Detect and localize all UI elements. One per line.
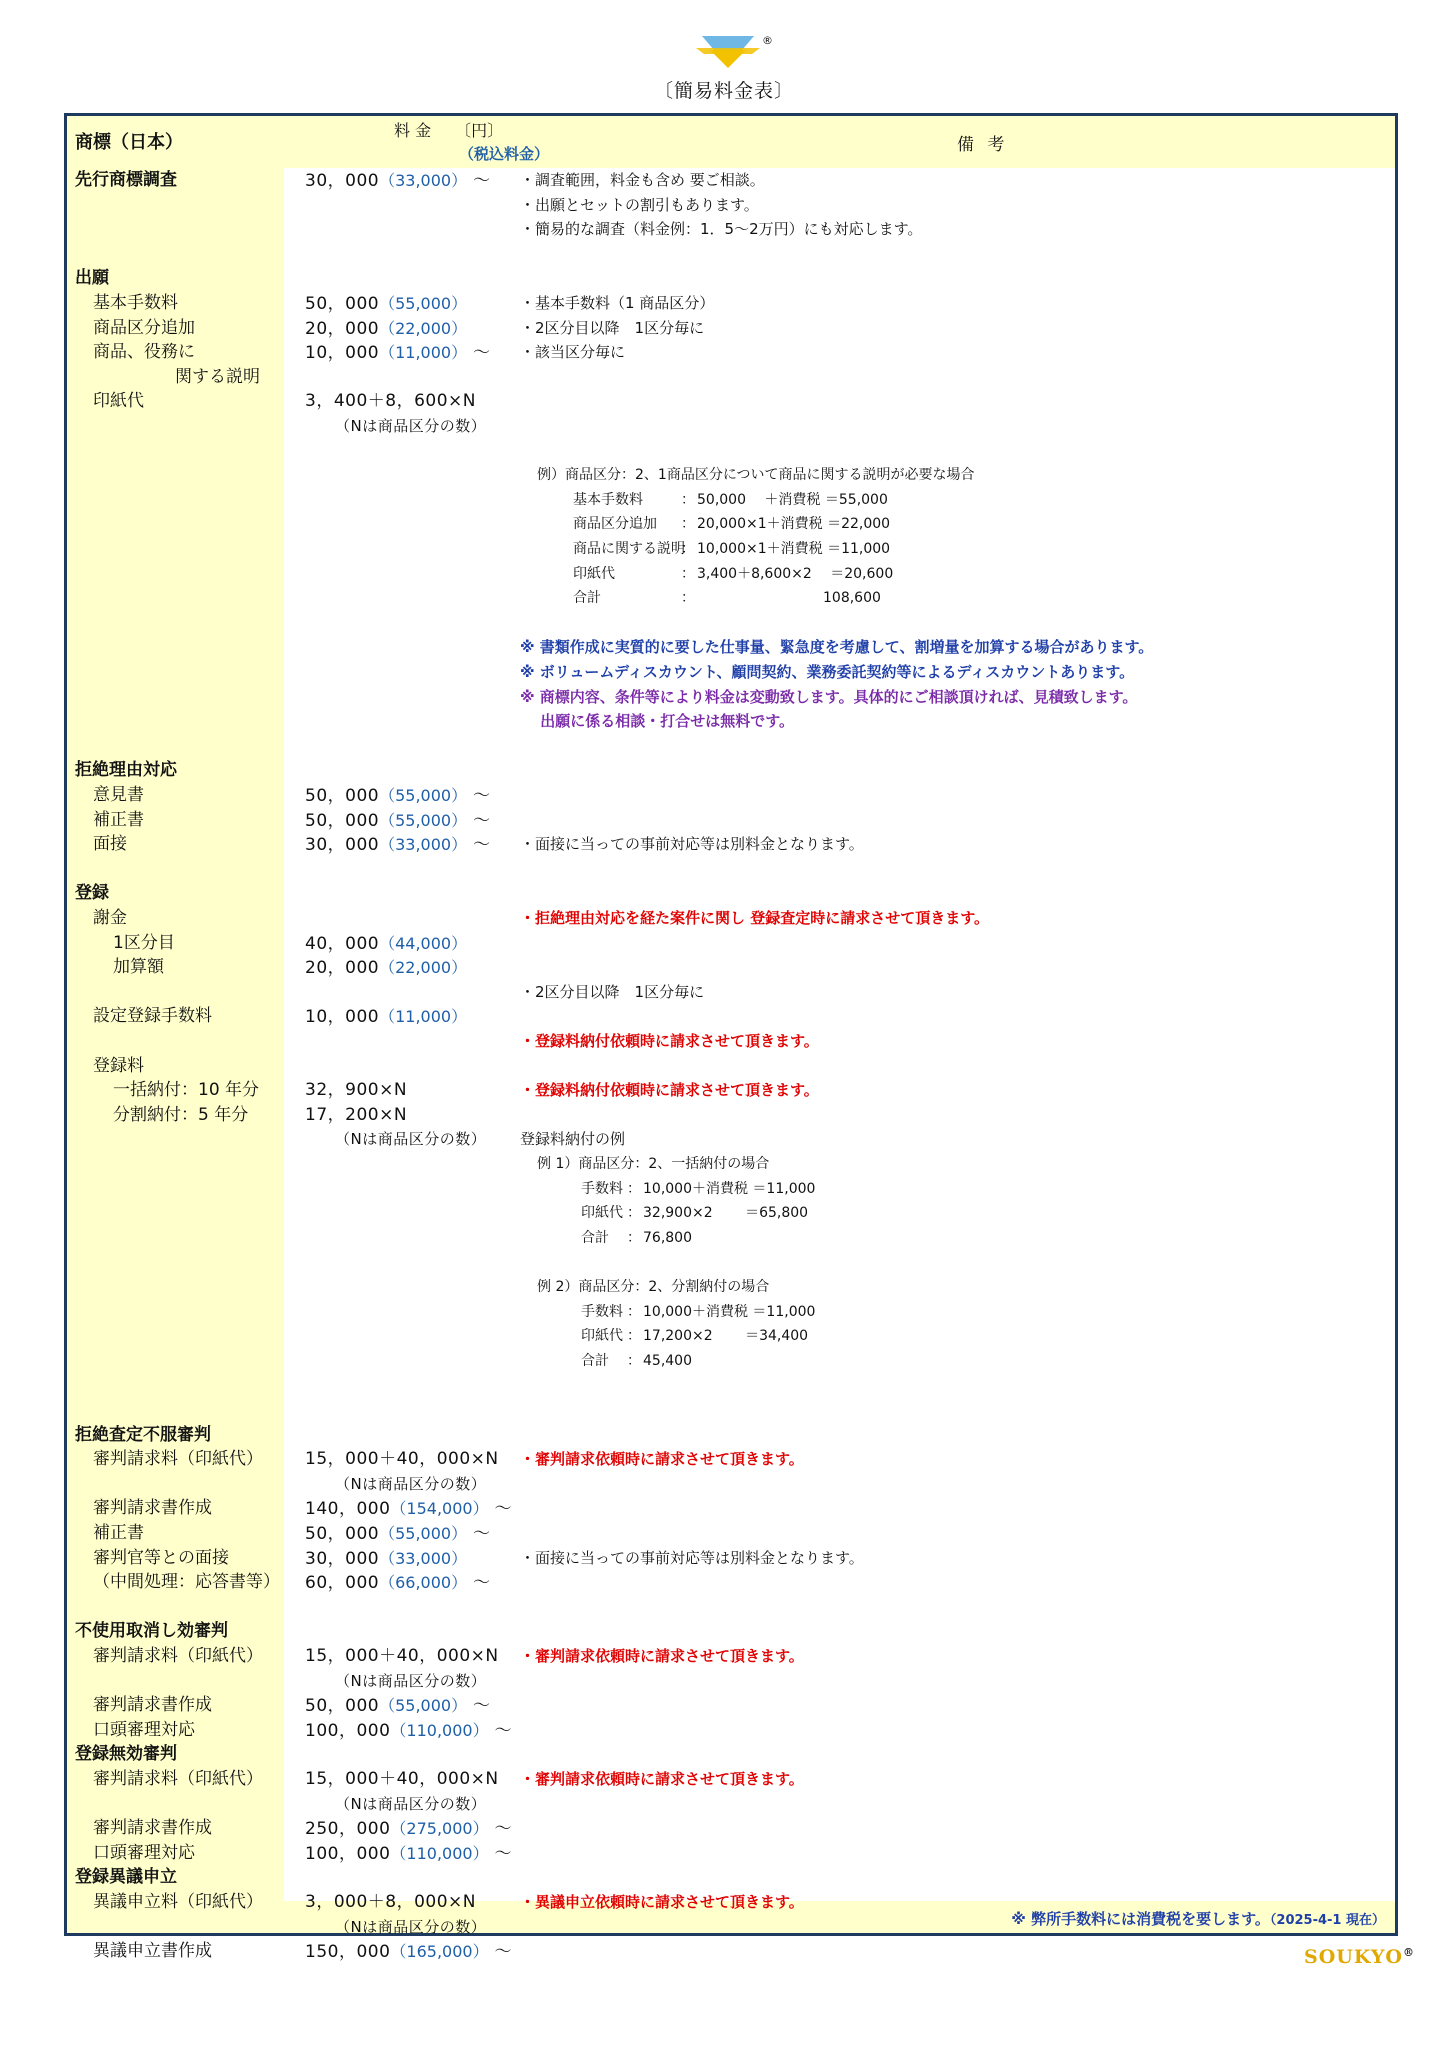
table-header	[67, 116, 1395, 168]
price-cell	[305, 1890, 476, 1915]
item-label: 設定登録手数料	[93, 1006, 212, 1027]
table-row	[67, 1472, 1395, 1497]
price-cell	[335, 414, 486, 439]
price-value: 30，000	[305, 1548, 380, 1569]
example-colon: ：	[627, 1229, 641, 1246]
price-value: 3，400＋8，600×N	[305, 391, 476, 412]
price-value: 60，000	[305, 1573, 380, 1594]
table-row	[67, 1152, 1395, 1177]
note-text: ・基本手数料（1 商品区分）	[520, 294, 715, 312]
table-row	[67, 1054, 1395, 1079]
price-value: （Nは商品区分の数）	[335, 1917, 487, 1936]
example-value: 76,800	[643, 1229, 692, 1246]
table-row	[67, 242, 1395, 267]
item-label: 審判請求料（印紙代）	[93, 1449, 263, 1470]
item-label: 審判官等との面接	[93, 1547, 229, 1568]
note-text: ・登録料納付依頼時に請求させて頂きます。	[520, 1081, 819, 1100]
section-heading: 登録無効審判	[75, 1744, 177, 1765]
example-colon: ：	[681, 565, 695, 582]
table-row	[67, 1398, 1395, 1423]
header-price-label: 料 金 〔円〕	[394, 121, 504, 140]
price-from-mark: ～	[467, 1573, 491, 1594]
price-cell	[305, 389, 476, 414]
example-item: 手数料	[581, 1303, 623, 1320]
example-item: 印紙代	[581, 1205, 623, 1222]
tax-included-price: （66,000）	[379, 1573, 468, 1593]
price-from-mark: ～	[488, 1942, 512, 1963]
price-cell	[305, 955, 467, 981]
table-row	[67, 709, 1395, 734]
table-row	[67, 1226, 1395, 1251]
table-row	[67, 1349, 1395, 1374]
table-row	[67, 1841, 1395, 1866]
price-cell	[305, 808, 491, 834]
example-item: 商品に関する説明	[573, 541, 685, 557]
price-from-mark: ～	[467, 171, 491, 191]
section-heading: 出願	[75, 268, 109, 289]
price-cell	[335, 1915, 486, 1940]
note-text: ※ 書類作成に実質的に要した仕事量、緊急度を考慮して、割増量を加算する場合があります。	[520, 638, 1154, 657]
table-row	[67, 1644, 1395, 1669]
registered-mark-icon: ®	[762, 34, 773, 47]
table-row	[67, 808, 1395, 833]
note-text: ・調査範囲，料金も含め 要ご相談。	[520, 171, 765, 189]
table-row	[67, 832, 1395, 857]
section-heading: 不使用取消し効審判	[75, 1621, 228, 1642]
price-value: 10，000	[305, 343, 380, 364]
price-cell	[305, 1496, 512, 1522]
example-value: 50,000 ＋消費税 ＝55,000	[697, 491, 888, 508]
price-cell	[305, 931, 467, 957]
price-value: 17，200×N	[305, 1104, 408, 1125]
example-item: 合計	[581, 1352, 609, 1369]
header-title: 商標（日本）	[75, 132, 183, 153]
item-label: 異議申立料（印紙代）	[93, 1892, 263, 1912]
example-value: 32,900×2 ＝65,800	[643, 1205, 809, 1222]
price-value: 150，000	[305, 1942, 391, 1963]
table-row	[67, 439, 1395, 464]
table-row	[67, 1423, 1395, 1448]
table-row	[67, 1767, 1395, 1792]
table-row	[67, 931, 1395, 956]
example-item: 合計	[573, 590, 601, 607]
example-title: 例 2）商品区分：2、分割納付の場合	[537, 1279, 770, 1295]
example-value: 108,600	[697, 590, 881, 607]
price-cell	[305, 1939, 512, 1965]
table-row	[67, 1127, 1395, 1152]
note-text: ・面接に当っての事前対応等は別料金となります。	[520, 835, 864, 854]
table-row	[67, 1619, 1395, 1644]
price-value: 40，000	[305, 933, 380, 954]
table-row	[67, 537, 1395, 562]
item-label: 謝金	[93, 908, 127, 928]
example-colon: ：	[627, 1352, 641, 1369]
note-text: ※ 商標内容、条件等により料金は変動致します。具体的にご相談頂ければ、見積致します。	[520, 687, 1138, 706]
table-row	[67, 783, 1395, 808]
table-row	[67, 562, 1395, 587]
tax-included-price: （110,000）	[390, 1720, 489, 1740]
table-row	[67, 980, 1395, 1005]
table-row	[67, 660, 1395, 685]
note-text: ・2区分目以降 1区分毎に	[520, 318, 705, 337]
note-text: ※ ボリュームディスカウント、顧問契約、業務委託契約等によるディスカウントあります。	[520, 663, 1135, 681]
price-cell	[305, 1841, 512, 1867]
item-label: 分割納付：5 年分	[113, 1104, 249, 1125]
table-row	[67, 1669, 1395, 1694]
example-item: 商品区分追加	[573, 516, 657, 533]
table-row	[67, 734, 1395, 759]
brand-name: SOUKYO	[1304, 1946, 1403, 1968]
note-text: ・拒絶理由対応を経た案件に関し 登録査定時に請求させて頂きます。	[520, 909, 990, 927]
price-cell	[305, 1546, 467, 1572]
example-value: 3,400＋8,600×2 ＝20,600	[697, 565, 894, 582]
price-cell	[335, 1669, 486, 1694]
example-value: 45,400	[643, 1352, 692, 1369]
price-from-mark: ～	[467, 810, 491, 831]
table-row	[67, 1373, 1395, 1398]
table-row	[67, 635, 1395, 660]
section-heading: 登録	[75, 883, 109, 904]
registered-mark-icon: ®	[1402, 1946, 1415, 1959]
note-text: ・出願とセットの割引もあります。	[520, 195, 759, 214]
price-cell	[305, 1521, 491, 1547]
table-row	[67, 586, 1395, 611]
price-value: （Nは商品区分の数）	[335, 1671, 487, 1690]
price-cell	[305, 1447, 499, 1472]
item-label: 商品、役務に	[93, 342, 195, 363]
price-cell	[305, 832, 491, 858]
item-label: 審判請求書作成	[93, 1818, 212, 1839]
item-label: 印紙代	[93, 391, 144, 412]
price-from-mark: ～	[467, 1696, 491, 1717]
table-row	[67, 316, 1395, 341]
item-label: 補正書	[93, 809, 144, 830]
price-value: 32，900×N	[305, 1080, 408, 1101]
section-heading: 先行商標調査	[75, 170, 177, 190]
price-cell	[305, 783, 491, 809]
table-row	[67, 1546, 1395, 1571]
price-cell	[305, 340, 491, 366]
footer-date: （2025-4-1 現在）	[1269, 1913, 1385, 1928]
tax-included-price: （33,000）	[379, 835, 468, 855]
item-label: 商品区分追加	[93, 317, 195, 338]
header-tax-label: （税込料金）	[459, 145, 550, 163]
section-heading: 登録異議申立	[75, 1867, 177, 1888]
table-row	[67, 291, 1395, 316]
price-cell	[305, 1644, 499, 1669]
price-value: 15，000＋40，000×N	[305, 1449, 499, 1470]
price-from-mark: ～	[467, 343, 491, 364]
example-colon: ：	[681, 491, 695, 508]
table-row	[67, 1718, 1395, 1743]
table-row	[67, 1250, 1395, 1275]
price-cell	[305, 1718, 512, 1744]
item-label: 異議申立書作成	[93, 1941, 212, 1962]
note-text: ・登録料納付依頼時に請求させて頂きます。	[520, 1032, 819, 1050]
item-label: 面接	[93, 834, 127, 855]
price-cell	[305, 1103, 407, 1128]
brand-wordmark	[1304, 1946, 1415, 1968]
item-label: 1区分目	[113, 932, 175, 953]
example-colon: ：	[627, 1180, 641, 1197]
table-row	[67, 1177, 1395, 1202]
price-cell	[305, 1767, 499, 1792]
footer-note	[1011, 1908, 1385, 1929]
item-label: 審判請求料（印紙代）	[93, 1769, 263, 1789]
price-cell	[305, 1570, 491, 1596]
note-text: 出願に係る相談・打合せは無料です。	[520, 712, 795, 731]
price-from-mark: ～	[467, 786, 491, 806]
price-value: 50，000	[305, 786, 380, 806]
price-value: 30，000	[305, 171, 380, 191]
example-colon: ：	[681, 516, 695, 533]
note-text: ・審判請求依頼時に請求させて頂きます。	[520, 1647, 804, 1665]
example-title: 例 1）商品区分：2、一括納付の場合	[537, 1156, 770, 1172]
table-row	[67, 414, 1395, 439]
table-row	[67, 1939, 1395, 1964]
table-row	[67, 1004, 1395, 1029]
tax-included-price: （22,000）	[379, 958, 468, 978]
price-value: 100，000	[305, 1720, 391, 1741]
tax-included-price: （110,000）	[390, 1843, 489, 1863]
item-label: （中間処理：応答書等）	[93, 1572, 280, 1593]
note-text: ・異議申立依頼時に請求させて頂きます。	[520, 1893, 804, 1911]
item-label: 加算額	[113, 957, 164, 978]
price-value: 50，000	[305, 810, 380, 831]
example-item: 印紙代	[581, 1328, 623, 1345]
price-value: （Nは商品区分の数）	[335, 1794, 487, 1813]
table-row	[67, 1029, 1395, 1054]
note-text: ・面接に当っての事前対応等は別料金となります。	[520, 1548, 864, 1567]
table-row	[67, 1078, 1395, 1103]
example-colon: ：	[627, 1303, 641, 1320]
example-value: 10,000×1＋消費税 ＝11,000	[697, 541, 891, 557]
table-row	[67, 1816, 1395, 1841]
table-row	[67, 389, 1395, 414]
tax-included-price: （22,000）	[379, 318, 468, 338]
table-row	[67, 266, 1395, 291]
example-colon: ：	[681, 590, 695, 607]
price-cell	[305, 1004, 467, 1030]
example-item: 合計	[581, 1229, 609, 1246]
table-row	[67, 906, 1395, 931]
table-row	[67, 1324, 1395, 1349]
table-row	[67, 463, 1395, 488]
table-row	[67, 881, 1395, 906]
table-row	[67, 1201, 1395, 1226]
price-value: 50，000	[305, 1696, 380, 1717]
table-row	[67, 1865, 1395, 1890]
price-value: 30，000	[305, 835, 380, 856]
note-text: 登録料納付の例	[520, 1130, 626, 1149]
tax-included-price: （55,000）	[379, 1696, 468, 1716]
tax-included-price: （165,000）	[390, 1942, 489, 1962]
tax-included-price: （55,000）	[379, 810, 468, 830]
price-value: 250，000	[305, 1819, 391, 1840]
price-value: 50，000	[305, 1524, 380, 1544]
table-row	[67, 488, 1395, 513]
tax-included-price: （55,000）	[379, 294, 468, 313]
table-row	[67, 611, 1395, 636]
note-text: ・簡易的な調査（料金例：1．5～2万円）にも対応します。	[520, 220, 923, 239]
note-text: ・審判請求依頼時に請求させて頂きます。	[520, 1450, 804, 1469]
example-colon: ：	[627, 1328, 641, 1345]
item-label: 審判請求書作成	[93, 1498, 212, 1519]
item-label: 意見書	[93, 785, 144, 805]
table-row	[67, 1693, 1395, 1718]
table-row	[67, 955, 1395, 980]
item-label: 審判請求料（印紙代）	[93, 1646, 263, 1666]
table-row	[67, 1595, 1395, 1620]
item-label: 登録料	[93, 1055, 144, 1076]
price-from-mark: ～	[467, 1524, 491, 1544]
price-cell	[305, 316, 467, 342]
tax-included-price: （11,000）	[379, 1007, 468, 1027]
price-value: 100，000	[305, 1843, 391, 1864]
example-title: 例）商品区分：2、1商品区分について商品に関する説明が必要な場合	[537, 467, 975, 484]
table-row	[67, 1103, 1395, 1128]
price-value: 15，000＋40，000×N	[305, 1769, 499, 1789]
item-label: 一括納付：10 年分	[113, 1080, 260, 1101]
tax-included-price: （275,000）	[390, 1819, 489, 1839]
price-value: 15，000＋40，000×N	[305, 1646, 499, 1666]
price-cell	[305, 1078, 407, 1103]
price-value: 20，000	[305, 958, 380, 979]
table-row	[67, 758, 1395, 783]
table-row	[67, 193, 1395, 218]
tax-included-price: （55,000）	[379, 786, 468, 805]
price-value: （Nは商品区分の数）	[335, 1130, 487, 1149]
price-value: （Nは商品区分の数）	[335, 1474, 487, 1493]
price-from-mark: ～	[488, 1819, 512, 1840]
price-from-mark: ～	[488, 1499, 512, 1520]
note-text: ・審判請求依頼時に請求させて頂きます。	[520, 1770, 804, 1788]
table-row	[67, 1447, 1395, 1472]
price-cell	[305, 291, 467, 317]
example-value: 20,000×1＋消費税 ＝22,000	[697, 516, 891, 533]
price-value: 10，000	[305, 1007, 380, 1028]
item-label: 関する説明	[175, 366, 260, 387]
price-value: 140，000	[305, 1499, 391, 1520]
example-colon: ：	[627, 1205, 641, 1222]
header-note-label: 備 考	[957, 135, 1009, 155]
page-title: 〔簡易料金表〕	[653, 80, 794, 102]
price-cell	[305, 1693, 491, 1719]
example-value: 10,000＋消費税 ＝11,000	[643, 1180, 816, 1197]
item-label: 口頭審理対応	[93, 1842, 195, 1863]
table-row	[67, 217, 1395, 242]
tax-included-price: （33,000）	[379, 1548, 468, 1568]
price-cell	[335, 1127, 486, 1152]
price-cell	[305, 168, 491, 194]
price-cell	[335, 1792, 486, 1817]
table-row	[67, 1570, 1395, 1595]
tax-included-price: （11,000）	[379, 343, 468, 363]
table-row	[67, 1496, 1395, 1521]
item-label: 基本手数料	[93, 293, 178, 313]
example-item: 印紙代	[573, 565, 615, 582]
price-value: 50，000	[305, 294, 380, 314]
footer-note-text: ※ 弊所手数料には消費税を要します。	[1011, 1910, 1270, 1928]
example-item: 手数料	[581, 1180, 623, 1197]
tax-included-price: （33,000）	[379, 171, 468, 190]
table-row	[67, 685, 1395, 710]
table-row	[67, 340, 1395, 365]
price-cell	[305, 1816, 512, 1842]
example-item: 基本手数料	[573, 491, 643, 508]
table-row	[67, 1521, 1395, 1546]
example-value: 17,200×2 ＝34,400	[643, 1328, 809, 1345]
table-row	[67, 857, 1395, 882]
price-from-mark: ～	[488, 1720, 512, 1741]
soukyo-logo-icon	[696, 30, 760, 70]
tax-included-price: （55,000）	[379, 1524, 468, 1543]
tax-included-price: （154,000）	[390, 1499, 489, 1519]
note-text: ・2区分目以降 1区分毎に	[520, 982, 705, 1001]
item-label: 口頭審理対応	[93, 1719, 195, 1740]
section-heading: 拒絶査定不服審判	[75, 1424, 211, 1445]
table-row	[67, 1792, 1395, 1817]
table-row	[67, 1300, 1395, 1325]
price-cell	[335, 1472, 486, 1497]
note-text: ・該当区分毎に	[520, 343, 626, 362]
table-row	[67, 1275, 1395, 1300]
item-label: 審判請求書作成	[93, 1695, 212, 1716]
price-from-mark: ～	[467, 835, 491, 856]
table-row	[67, 365, 1395, 390]
example-value: 10,000＋消費税 ＝11,000	[643, 1303, 816, 1320]
example-colon: ：	[681, 541, 695, 557]
price-value: 20，000	[305, 318, 380, 339]
price-value: （Nは商品区分の数）	[335, 417, 487, 435]
price-from-mark: ～	[488, 1843, 512, 1864]
item-label: 補正書	[93, 1523, 144, 1543]
price-value: 3，000＋8，000×N	[305, 1892, 476, 1912]
table-row	[67, 512, 1395, 537]
section-heading: 拒絶理由対応	[75, 760, 177, 781]
table-row	[67, 168, 1395, 193]
tax-included-price: （44,000）	[379, 933, 468, 953]
table-row	[67, 1742, 1395, 1767]
